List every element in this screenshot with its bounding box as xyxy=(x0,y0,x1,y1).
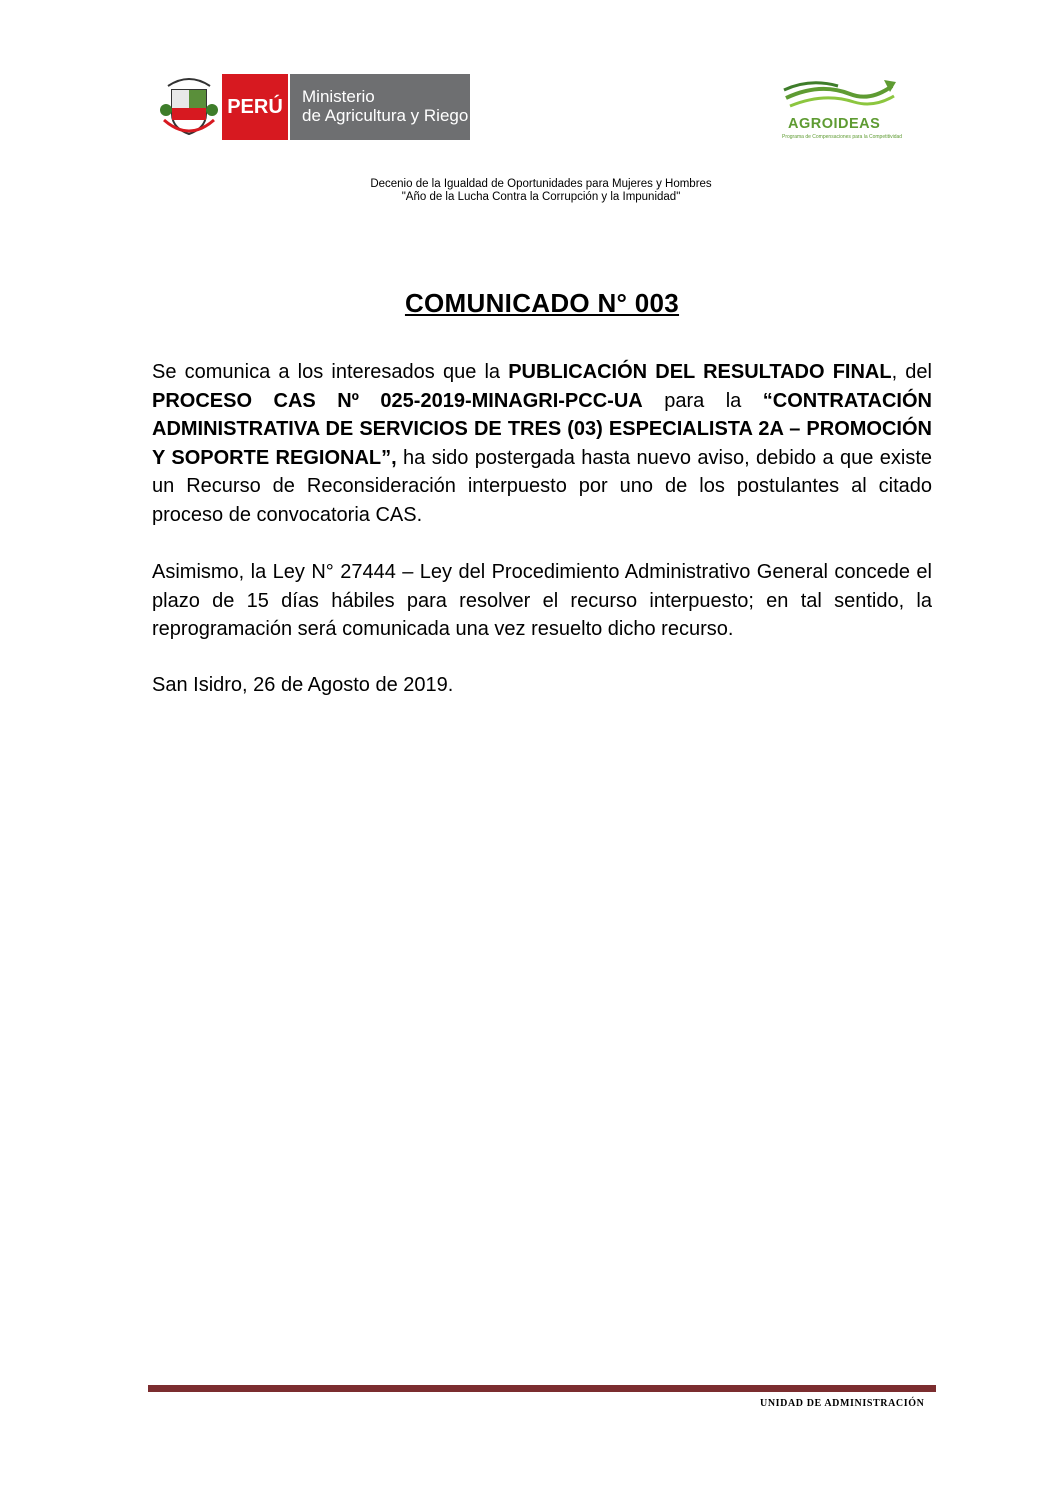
peru-badge xyxy=(222,74,288,140)
p1-bold-2: PROCESO CAS Nº 025-2019-MINAGRI-PCC-UA xyxy=(152,389,643,412)
p1-text-3: para la xyxy=(642,389,763,412)
peru-coat-of-arms-icon xyxy=(160,76,218,140)
ministry-logo xyxy=(160,74,470,140)
decenio-header xyxy=(0,178,1058,204)
agroideas-swoosh-icon xyxy=(780,76,900,116)
agroideas-tagline: Programa de Compensaciones para la Competitividad xyxy=(782,134,903,140)
paragraph-date: San Isidro, 26 de Agosto de 2019. xyxy=(152,674,454,696)
p1-bold-3: “CONTRATACIÓN ADMINISTRATIVA DE SERVICIOS DE TRES (03) ESPECIALISTA 2A – PROMOCIÓN Y SOPORTE REGIONAL”, xyxy=(152,389,932,469)
peru-label: PERÚ xyxy=(227,95,283,118)
p1-text-1: Se comunica a los interesados que la xyxy=(152,361,509,383)
agroideas-logo xyxy=(780,76,903,146)
p1-text-4: ha sido postergada hasta nuevo aviso, debido a que existe un Recurso de Reconsideración interpuesto por uno de los postulantes al citado proceso de convocatoria CAS. xyxy=(152,446,933,526)
p1-text-2: , del xyxy=(891,361,933,383)
decenio-line-1: Decenio de la Igualdad de Oportunidades para Mujeres y Hombres xyxy=(370,178,712,190)
paragraph-legal: Asimismo, la Ley N° 27444 – Ley del Procedimiento Administrativo General concede el plazo de 15 días hábiles para resolver el recurso interpuesto; en tal sentido, la reprogramación será comunicada una vez resuelto dicho recurso. xyxy=(152,561,932,640)
footer-divider xyxy=(148,1385,936,1392)
ministry-line-2: de Agricultura y Riego xyxy=(302,106,469,125)
ministry-name-box xyxy=(290,74,470,140)
footer-label: UNIDAD DE ADMINISTRACIÓN xyxy=(760,1398,925,1409)
agroideas-name: AGROIDEAS xyxy=(788,116,881,132)
p1-bold-1: PUBLICACIÓN DEL RESULTADO FINAL xyxy=(508,361,892,383)
decenio-line-2: "Año de la Lucha Contra la Corrupción y la Impunidad" xyxy=(401,191,681,203)
page-title: COMUNICADO N° 003 xyxy=(404,288,680,318)
paragraph-announcement xyxy=(152,358,932,529)
ministry-line-1: Ministerio xyxy=(302,87,375,106)
